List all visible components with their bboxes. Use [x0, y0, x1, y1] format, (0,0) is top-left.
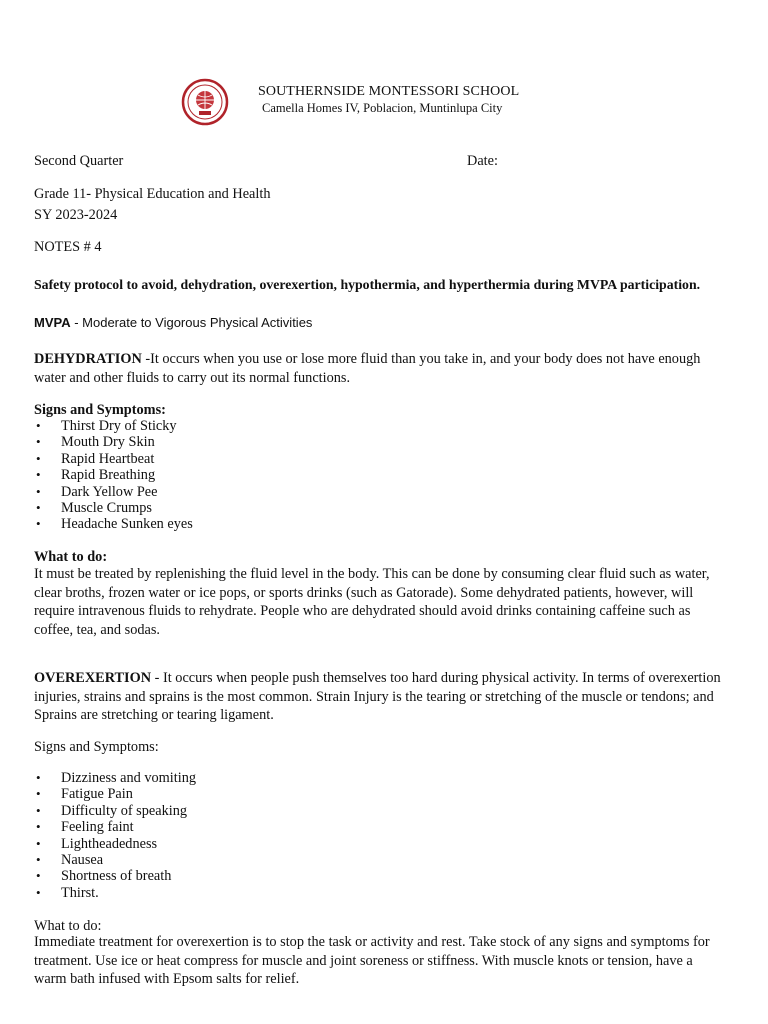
bullet-icon: • [36, 851, 41, 867]
list-item: • Lightheadedness [36, 835, 158, 852]
bullet-icon: • [36, 802, 41, 818]
list-item: • Dizziness and vomiting [36, 770, 197, 786]
bullet-icon: • [36, 835, 41, 851]
overexertion-term: OVEREXERTION [34, 670, 152, 686]
quarter-label: Second Quarter [34, 153, 124, 169]
overexertion-paragraph [34, 669, 724, 725]
bullet-icon: • [36, 786, 41, 802]
notes-label: NOTES # 4 [34, 239, 102, 255]
list-item: • Difficulty of speaking [36, 802, 187, 819]
list-item: • Headache Sunken eyes [36, 516, 193, 533]
list-item: • Shortness of breath [36, 868, 172, 885]
dehydration-term: DEHYDRATION [34, 351, 142, 367]
school-seal-icon [180, 78, 230, 126]
school-year-label: SY 2023-2024 [34, 207, 118, 223]
dehydration-todo-text: It must be treated by replenishing the fluid level in the body. This can be done by consuming clear fluid such as water, clear broths, frozen water or ice pops, or sports drinks (such as Gatorade). Some dehydrated patients, however, will require intravenous fluids to rehydrate. People who are dehydrated should avoid drinks containing caffeine such as coffee, tea, and sodas. [34, 566, 710, 638]
bullet-icon: • [36, 483, 41, 499]
overexertion-todo-heading: What to do: [34, 918, 102, 934]
list-item: • Rapid Breathing [36, 467, 156, 484]
list-item: • Dark Yellow Pee [36, 483, 158, 500]
overexertion-signs-list [34, 770, 196, 901]
bullet-icon: • [36, 434, 41, 450]
bullet-icon: • [36, 770, 41, 785]
list-item: • Fatigue Pain [36, 786, 133, 803]
mvpa-definition [34, 314, 312, 332]
bullet-icon: • [36, 868, 41, 884]
dehydration-paragraph [34, 350, 724, 387]
list-item: • Muscle Crumps [36, 499, 152, 516]
dehydration-text: -It occurs when you use or lose more fluid than you take in, and your body does not have enough water and other fluids to carry out its normal functions. [34, 351, 701, 386]
bullet-icon: • [36, 467, 41, 483]
dehydration-todo-heading: What to do: [34, 549, 108, 565]
bullet-icon: • [36, 516, 41, 532]
date-label: Date: [467, 153, 498, 169]
list-item: • Mouth Dry Skin [36, 434, 155, 451]
dehydration-signs-list [34, 418, 193, 533]
bullet-icon: • [36, 418, 41, 433]
bullet-icon: • [36, 499, 41, 515]
overexertion-text: - It occurs when people push themselves too hard during physical activity. In terms of overexertion injuries, strains and sprains is the most common. Strain Injury is the tearing or stretching of the muscle or tendons; and Sprains are stretching or tearing ligament. [34, 670, 721, 723]
bullet-icon: • [36, 819, 41, 835]
mvpa-term: MVPA [34, 315, 71, 330]
list-item: • Rapid Heartbeat [36, 450, 155, 467]
mvpa-text: - Moderate to Vigorous Physical Activities [70, 315, 313, 330]
overexertion-signs-heading: Signs and Symptoms: [34, 739, 159, 755]
overexertion-todo-text: Immediate treatment for overexertion is to stop the task or activity and rest. Take stock of any signs and symptoms for treatment. Use ice or heat compress for muscle and joint soreness or stiffness. With muscle knots or tension, have a warm bath infused with Epsom salts for relief. [34, 934, 710, 987]
list-item: • Nausea [36, 851, 104, 868]
bullet-icon: • [36, 884, 41, 900]
dehydration-signs-heading: Signs and Symptoms: [34, 402, 166, 418]
course-label: Grade 11- Physical Education and Health [34, 186, 271, 202]
list-item: • Thirst. [36, 884, 99, 901]
list-item: • Thirst Dry of Sticky [36, 418, 177, 434]
school-name: SOUTHERNSIDE MONTESSORI SCHOOL [258, 84, 520, 99]
bullet-icon: • [36, 450, 41, 466]
list-item: • Feeling faint [36, 819, 134, 836]
school-address: Camella Homes IV, Poblacion, Muntinlupa City [262, 101, 503, 115]
document-title: Safety protocol to avoid, dehydration, overexertion, hypothermia, and hyperthermia during MVPA participation. [34, 277, 701, 292]
